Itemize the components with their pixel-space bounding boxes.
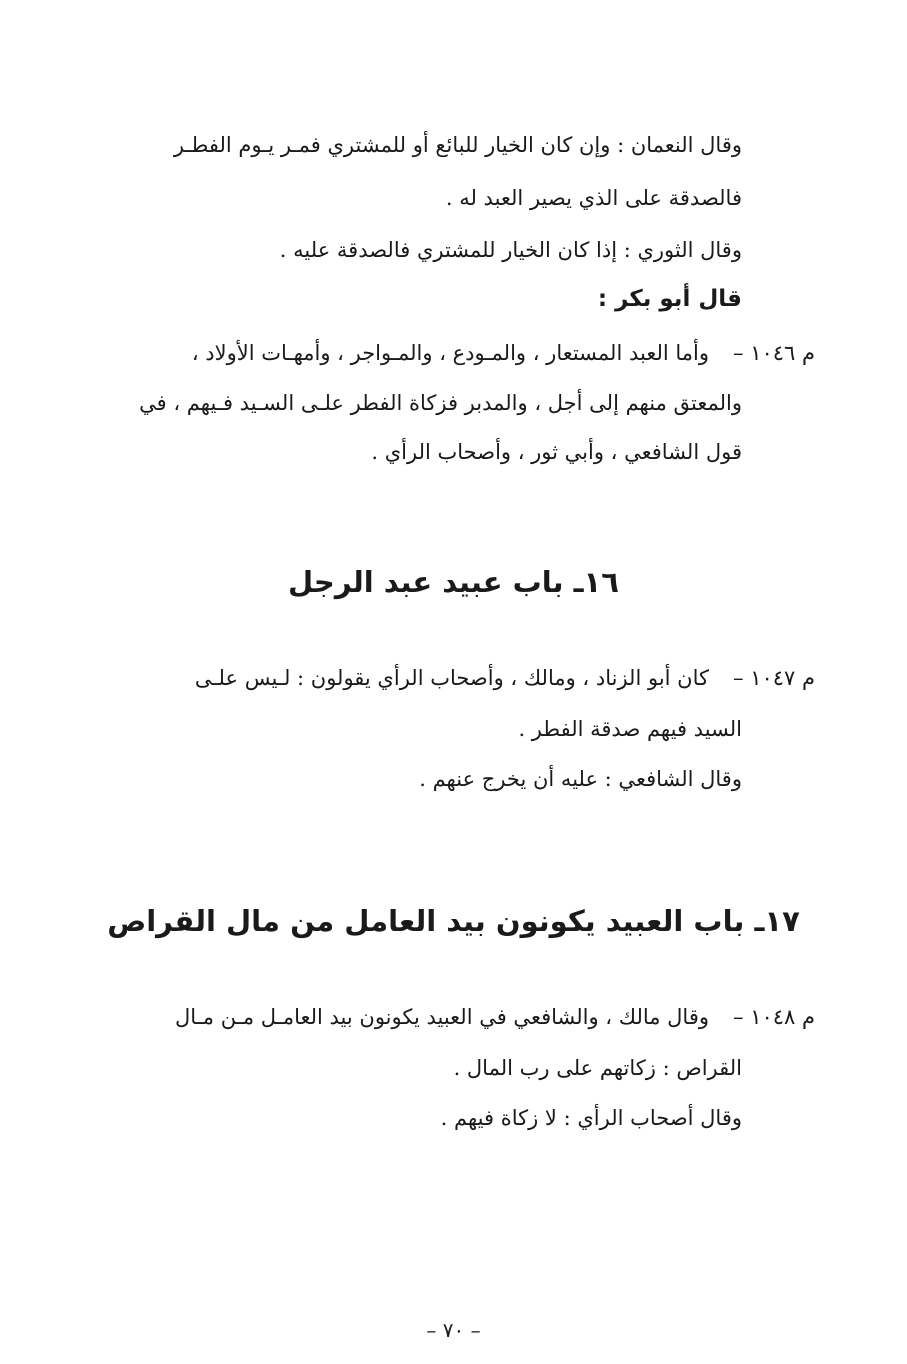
text-line: وقال النعمان : وإن كان الخيار للبائع أو للمشتري فمـر يـوم الفطـر — [173, 133, 742, 157]
text-line: وأما العبد المستعار ، والمـودع ، والمـواجر ، وأمهـات الأولاد ، — [191, 341, 709, 365]
chapter-heading: ١٦ـ باب عبيد عبد الرجل — [288, 565, 619, 599]
text-line: كان أبو الزناد ، ومالك ، وأصحاب الرأي يقولون : لـيس علـى — [194, 666, 709, 690]
text-line: والمعتق منهم إلى أجل ، والمدبر فزكاة الفطر علـى السـيد فـيهم ، في — [139, 391, 742, 415]
text-line: وقال أصحاب الرأي : لا زكاة فيهم . — [440, 1106, 742, 1130]
text-line: قول الشافعي ، وأبي ثور ، وأصحاب الرأي . — [371, 440, 742, 464]
entry-number: م ١٠٤٦ – — [733, 341, 815, 365]
text-line: وقال الشافعي : عليه أن يخرج عنهم . — [419, 767, 742, 791]
entry-number: م ١٠٤٨ – — [733, 1005, 815, 1029]
section-subheading: قال أبو بكر : — [597, 286, 742, 312]
chapter-heading: ١٧ـ باب العبيد يكونون بيد العامل من مال القراص — [107, 904, 800, 938]
entry-number: م ١٠٤٧ – — [733, 666, 815, 690]
text-line: فالصدقة على الذي يصير العبد له . — [445, 186, 742, 210]
text-line: وقال الثوري : إذا كان الخيار للمشتري فالصدقة عليه . — [279, 238, 742, 262]
text-line: السيد فيهم صدقة الفطر . — [518, 717, 742, 741]
page-number: – ٧٠ – — [426, 1318, 481, 1342]
text-line: القراص : زكاتهم على رب المال . — [453, 1056, 742, 1080]
text-line: وقال مالك ، والشافعي في العبيد يكونون بيد العامـل مـن مـال — [174, 1005, 709, 1029]
